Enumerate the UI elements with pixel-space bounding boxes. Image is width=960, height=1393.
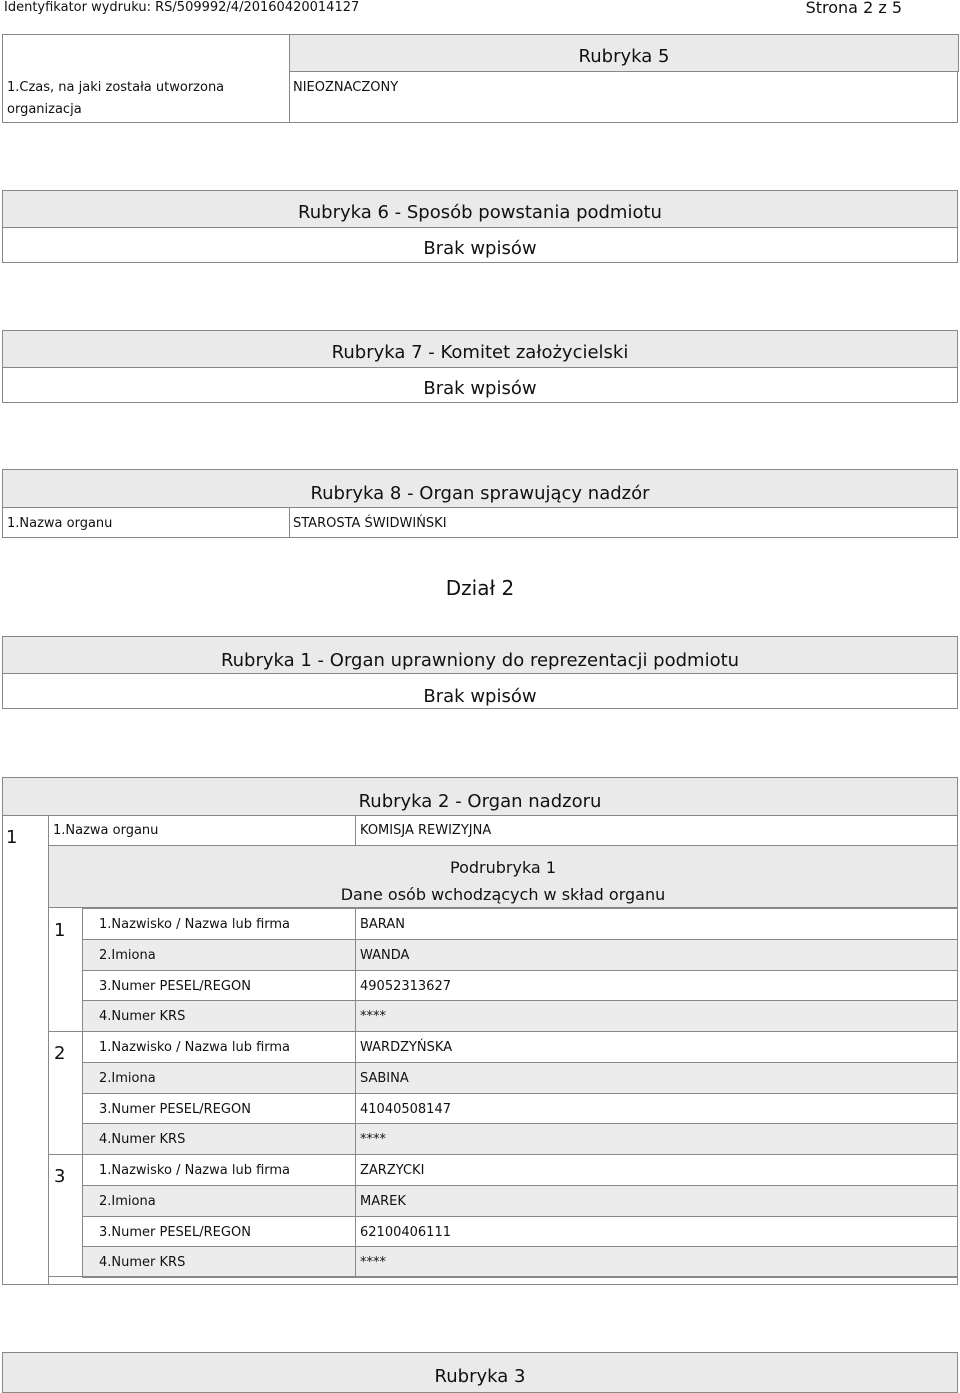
rubryka-6 — [2, 190, 958, 263]
field-label: 3.Numer PESEL/REGON — [99, 979, 251, 994]
dzial2-rubryka-1-header — [2, 636, 958, 674]
rubryka-6-body: Brak wpisów — [423, 238, 537, 259]
rubryka-7-body: Brak wpisów — [423, 378, 537, 399]
field-label-cont: organizacja — [7, 102, 82, 117]
table-row — [82, 1031, 958, 1063]
field-value: BARAN — [360, 917, 405, 932]
section-title: Dział 2 — [445, 576, 515, 600]
table-row — [82, 1154, 958, 1186]
field-value: ZARZYCKI — [360, 1163, 425, 1178]
field-label: 4.Numer KRS — [99, 1009, 186, 1024]
field-label: 2.Imiona — [99, 948, 156, 963]
podrubryka-1-header — [48, 845, 958, 908]
field-label: 2.Imiona — [99, 1071, 156, 1086]
dzial2-rubryka-2-title: Rubryka 2 - Organ nadzoru — [358, 791, 602, 812]
field-label: 1.Czas, na jaki została utworzona — [7, 80, 225, 95]
rubryka-7 — [2, 330, 958, 403]
podrubryka-1-title: Podrubryka 1 — [450, 858, 556, 877]
table-row — [82, 1062, 958, 1094]
field-label: 1.Nazwa organu — [53, 823, 159, 838]
field-value: **** — [360, 1255, 386, 1270]
print-identifier: Identyfikator wydruku: RS/509992/4/20160420014127 — [4, 0, 360, 15]
field-label: 1.Nazwisko / Nazwa lub firma — [99, 1163, 291, 1178]
table-row — [82, 1123, 958, 1155]
rubryka-6-header — [2, 190, 958, 228]
field-value: NIEOZNACZONY — [293, 80, 399, 95]
dzial2-rubryka-1-body: Brak wpisów — [423, 686, 537, 707]
table-row — [82, 1216, 958, 1248]
dzial2-rubryka-1 — [2, 636, 958, 709]
table-row — [82, 939, 958, 971]
field-label: 1.Nazwa organu — [7, 516, 113, 531]
table-row — [82, 1000, 958, 1032]
field-label: 4.Numer KRS — [99, 1132, 186, 1147]
rubryka-6-title: Rubryka 6 - Sposób powstania podmiotu — [298, 202, 662, 223]
field-value: SABINA — [360, 1071, 409, 1086]
rubryka-7-header — [2, 330, 958, 368]
field-label: 1.Nazwisko / Nazwa lub firma — [99, 917, 291, 932]
field-value: 41040508147 — [360, 1102, 451, 1117]
table-row — [82, 908, 958, 940]
dzial2-rubryka-3-header — [2, 1352, 958, 1393]
person-number: 3 — [54, 1166, 66, 1187]
field-value: WARDZYŃSKA — [360, 1040, 453, 1055]
podrubryka-1-subtitle: Dane osób wchodzących w skład organu — [340, 885, 666, 904]
person-number: 2 — [54, 1043, 66, 1064]
table-row — [82, 970, 958, 1002]
dzial2-rubryka-1-title: Rubryka 1 - Organ uprawniony do reprezentacji podmiotu — [220, 650, 740, 671]
field-value: STAROSTA ŚWIDWIŃSKI — [293, 516, 447, 531]
field-label: 3.Numer PESEL/REGON — [99, 1225, 251, 1240]
rubryka-5-header — [289, 34, 959, 72]
entry-number: 1 — [6, 827, 18, 848]
dzial2-rubryka-3 — [2, 1352, 958, 1392]
page-number: Strona 2 z 5 — [805, 0, 902, 17]
field-value: WANDA — [360, 948, 410, 963]
rubryka-8-header — [2, 469, 958, 508]
rubryka-8-title: Rubryka 8 - Organ sprawujący nadzór — [310, 483, 650, 504]
field-label: 1.Nazwisko / Nazwa lub firma — [99, 1040, 291, 1055]
field-label: 3.Numer PESEL/REGON — [99, 1102, 251, 1117]
rubryka-5 — [2, 34, 958, 123]
table-row — [82, 1185, 958, 1217]
table-row — [82, 1246, 958, 1278]
dzial2-rubryka-3-title: Rubryka 3 — [434, 1366, 526, 1387]
field-value: **** — [360, 1009, 386, 1024]
rubryka-8 — [2, 469, 958, 538]
field-value: MAREK — [360, 1194, 406, 1209]
rubryka-7-title: Rubryka 7 - Komitet założycielski — [331, 342, 629, 363]
rubryka-5-title: Rubryka 5 — [578, 46, 670, 67]
field-value: KOMISJA REWIZYJNA — [360, 823, 492, 838]
person-number: 1 — [54, 920, 66, 941]
field-value: 49052313627 — [360, 979, 451, 994]
field-value: **** — [360, 1132, 386, 1147]
field-label: 4.Numer KRS — [99, 1255, 186, 1270]
table-row — [82, 1093, 958, 1125]
field-label: 2.Imiona — [99, 1194, 156, 1209]
field-value: 62100406111 — [360, 1225, 451, 1240]
dzial2-rubryka-2-header — [2, 777, 958, 816]
